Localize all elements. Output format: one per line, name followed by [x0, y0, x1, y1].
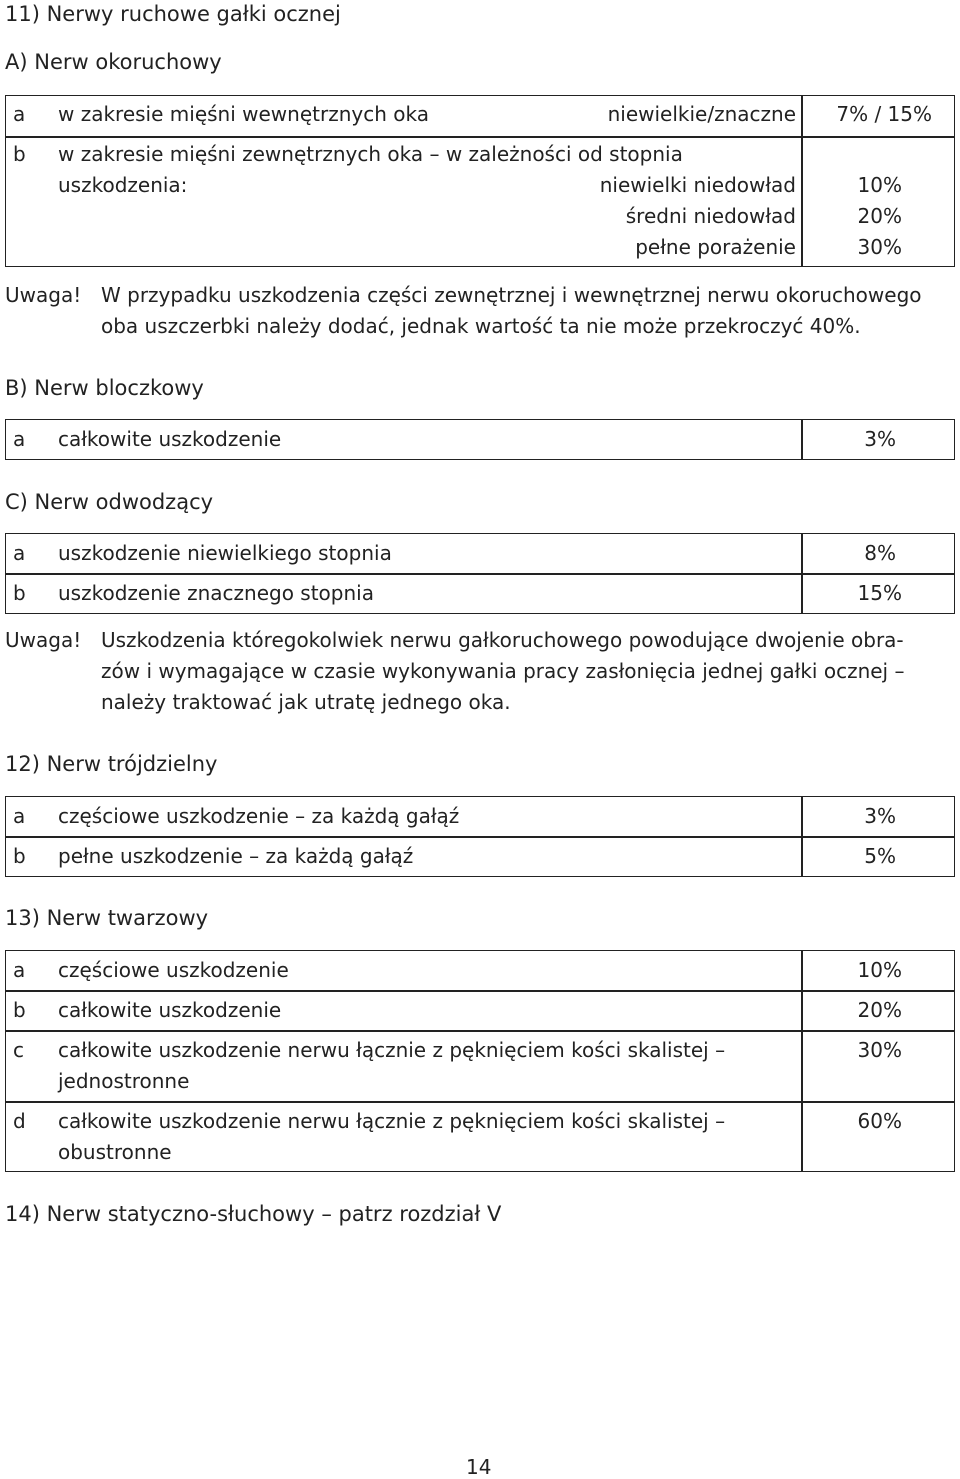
row-text: obustronne	[58, 1140, 172, 1164]
note-text: oba uszczerbki należy dodać, jednak wartość ta nie może przekroczyć 40%.	[101, 314, 861, 338]
row-letter: b	[13, 844, 26, 868]
row-letter: a	[13, 804, 26, 828]
note-label: Uwaga!	[5, 628, 82, 652]
row-value: 30%	[857, 235, 902, 259]
row-text: uszkodzenie niewielkiego stopnia	[58, 541, 392, 565]
row-text: całkowite uszkodzenie	[58, 998, 282, 1022]
row-text: całkowite uszkodzenie nerwu łącznie z pęknięciem kości skalistej –	[58, 1038, 726, 1062]
row-text: uszkodzenie znacznego stopnia	[58, 581, 374, 605]
note-text: W przypadku uszkodzenia części zewnętrznej i wewnętrznej nerwu okoruchowego	[101, 283, 922, 307]
note-text: należy traktować jak utratę jednego oka.	[101, 690, 511, 714]
note-label: Uwaga!	[5, 283, 82, 307]
section-12-title: 12) Nerw trójdzielny	[5, 752, 218, 776]
row-detail: niewielki niedowład	[599, 173, 796, 197]
table-odwodzacy	[5, 533, 955, 614]
row-value: 3%	[864, 427, 896, 451]
table-okoruchowy	[5, 95, 955, 267]
table-bloczkowy	[5, 419, 955, 460]
row-letter: b	[13, 581, 26, 605]
row-value: 5%	[864, 844, 896, 868]
row-text: częściowe uszkodzenie	[58, 958, 289, 982]
row-value: 20%	[857, 998, 902, 1022]
row-value: 10%	[857, 173, 902, 197]
table-trojdzielny	[5, 796, 955, 877]
row-text: w zakresie mięśni zewnętrznych oka – w zależności od stopnia	[58, 142, 683, 166]
row-text: jednostronne	[58, 1069, 190, 1093]
row-value: 15%	[857, 581, 902, 605]
row-text: częściowe uszkodzenie – za każdą gałąź	[58, 804, 460, 828]
row-detail: średni niedowład	[625, 204, 796, 228]
row-letter: c	[13, 1038, 24, 1062]
row-value: 60%	[857, 1109, 902, 1133]
row-detail: niewielkie/znaczne	[607, 102, 796, 126]
row-letter: a	[13, 958, 26, 982]
row-text: uszkodzenia:	[58, 173, 188, 197]
row-letter: a	[13, 102, 26, 126]
row-value: 10%	[857, 958, 902, 982]
subsection-b-heading: B) Nerw bloczkowy	[5, 376, 204, 400]
row-value: 30%	[857, 1038, 902, 1062]
note-text: zów i wymagające w czasie wykonywania pracy zasłonięcia jednej gałki ocznej –	[101, 659, 905, 683]
row-value: 20%	[857, 204, 902, 228]
section-14-title: 14) Nerw statyczno-słuchowy	[5, 1202, 315, 1226]
table-twarzowy	[5, 950, 955, 1172]
note-text: Uszkodzenia któregokolwiek nerwu gałkoruchowego powodujące dwojenie obra-	[101, 628, 904, 652]
row-value: 7% / 15%	[836, 102, 932, 126]
row-value: 8%	[864, 541, 896, 565]
section-14	[5, 1202, 501, 1226]
section-11-title: 11) Nerwy ruchowe gałki ocznej	[5, 2, 341, 26]
row-text: całkowite uszkodzenie nerwu łącznie z pęknięciem kości skalistej –	[58, 1109, 726, 1133]
row-letter: a	[13, 427, 26, 451]
subsection-a-heading: A) Nerw okoruchowy	[5, 50, 222, 74]
section-13-title: 13) Nerw twarzowy	[5, 906, 209, 930]
row-value: 3%	[864, 804, 896, 828]
section-14-suffix: – patrz rozdział V	[321, 1202, 502, 1226]
row-detail: pełne porażenie	[635, 235, 796, 259]
subsection-c-heading: C) Nerw odwodzący	[5, 490, 214, 514]
row-text: w zakresie mięśni wewnętrznych oka	[58, 102, 429, 126]
page-number: 14	[466, 1455, 492, 1479]
row-letter: b	[13, 142, 26, 166]
row-letter: b	[13, 998, 26, 1022]
row-letter: d	[13, 1109, 26, 1133]
row-text: pełne uszkodzenie – za każdą gałąź	[58, 844, 414, 868]
row-text: całkowite uszkodzenie	[58, 427, 282, 451]
row-letter: a	[13, 541, 26, 565]
